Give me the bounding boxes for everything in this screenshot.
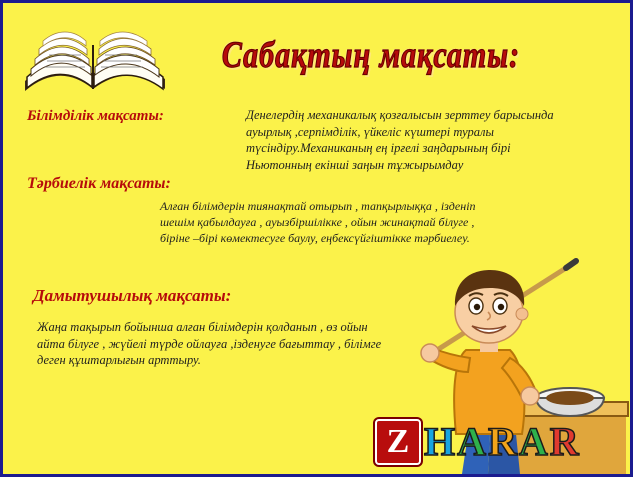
logo-letter-r2: R bbox=[549, 419, 579, 464]
logo-z-letter: Z bbox=[386, 423, 410, 460]
slide-title: Сабақтың мақсаты: bbox=[221, 35, 521, 76]
logo-letter-a1: A bbox=[457, 419, 487, 464]
section-heading-damytushylyq: Дамытушылық мақсаты: bbox=[33, 286, 232, 305]
section-heading-bilimdilik: Білімділік мақсаты: bbox=[27, 108, 164, 124]
open-book-icon bbox=[19, 15, 171, 97]
section-text-bilimdilik: Денелердің механикалық қозғалысын зерттеу барысында ауырлық ,серпімділік, үйкеліс күштері туралы түсіндіру.Механиканың ең ірғелі заңдарының бірі Ньютонның екінші заңын тұжырымдау bbox=[246, 108, 554, 172]
logo-letter-h: H bbox=[424, 419, 456, 464]
section-text-damytushylyq: Жаңа тақырып бойынша алған білімдерін қолданып , өз ойын айта білуге , жүйелі түрде ойлауға ,ізденуге бағыттау , білімге деген құштарлығын арттыру. bbox=[37, 320, 382, 367]
zharar-logo bbox=[375, 415, 580, 469]
logo-letter-a2: A bbox=[518, 419, 548, 464]
section-text-tarbielik: Алған білімдерін тиянақтай отырып , тапқырлыққа , ізденіп шешім қабылдауға , ауызбіршілікке , ойын жинақтай білуге , біріне –бірі көмектесуге баулу, еңбексүйгіштікке тәрбиелеу. bbox=[160, 199, 476, 245]
logo-z-badge bbox=[375, 419, 421, 465]
logo-letter-r1: R bbox=[488, 419, 517, 464]
section-heading-tarbielik: Тәрбиелік мақсаты: bbox=[27, 175, 171, 192]
